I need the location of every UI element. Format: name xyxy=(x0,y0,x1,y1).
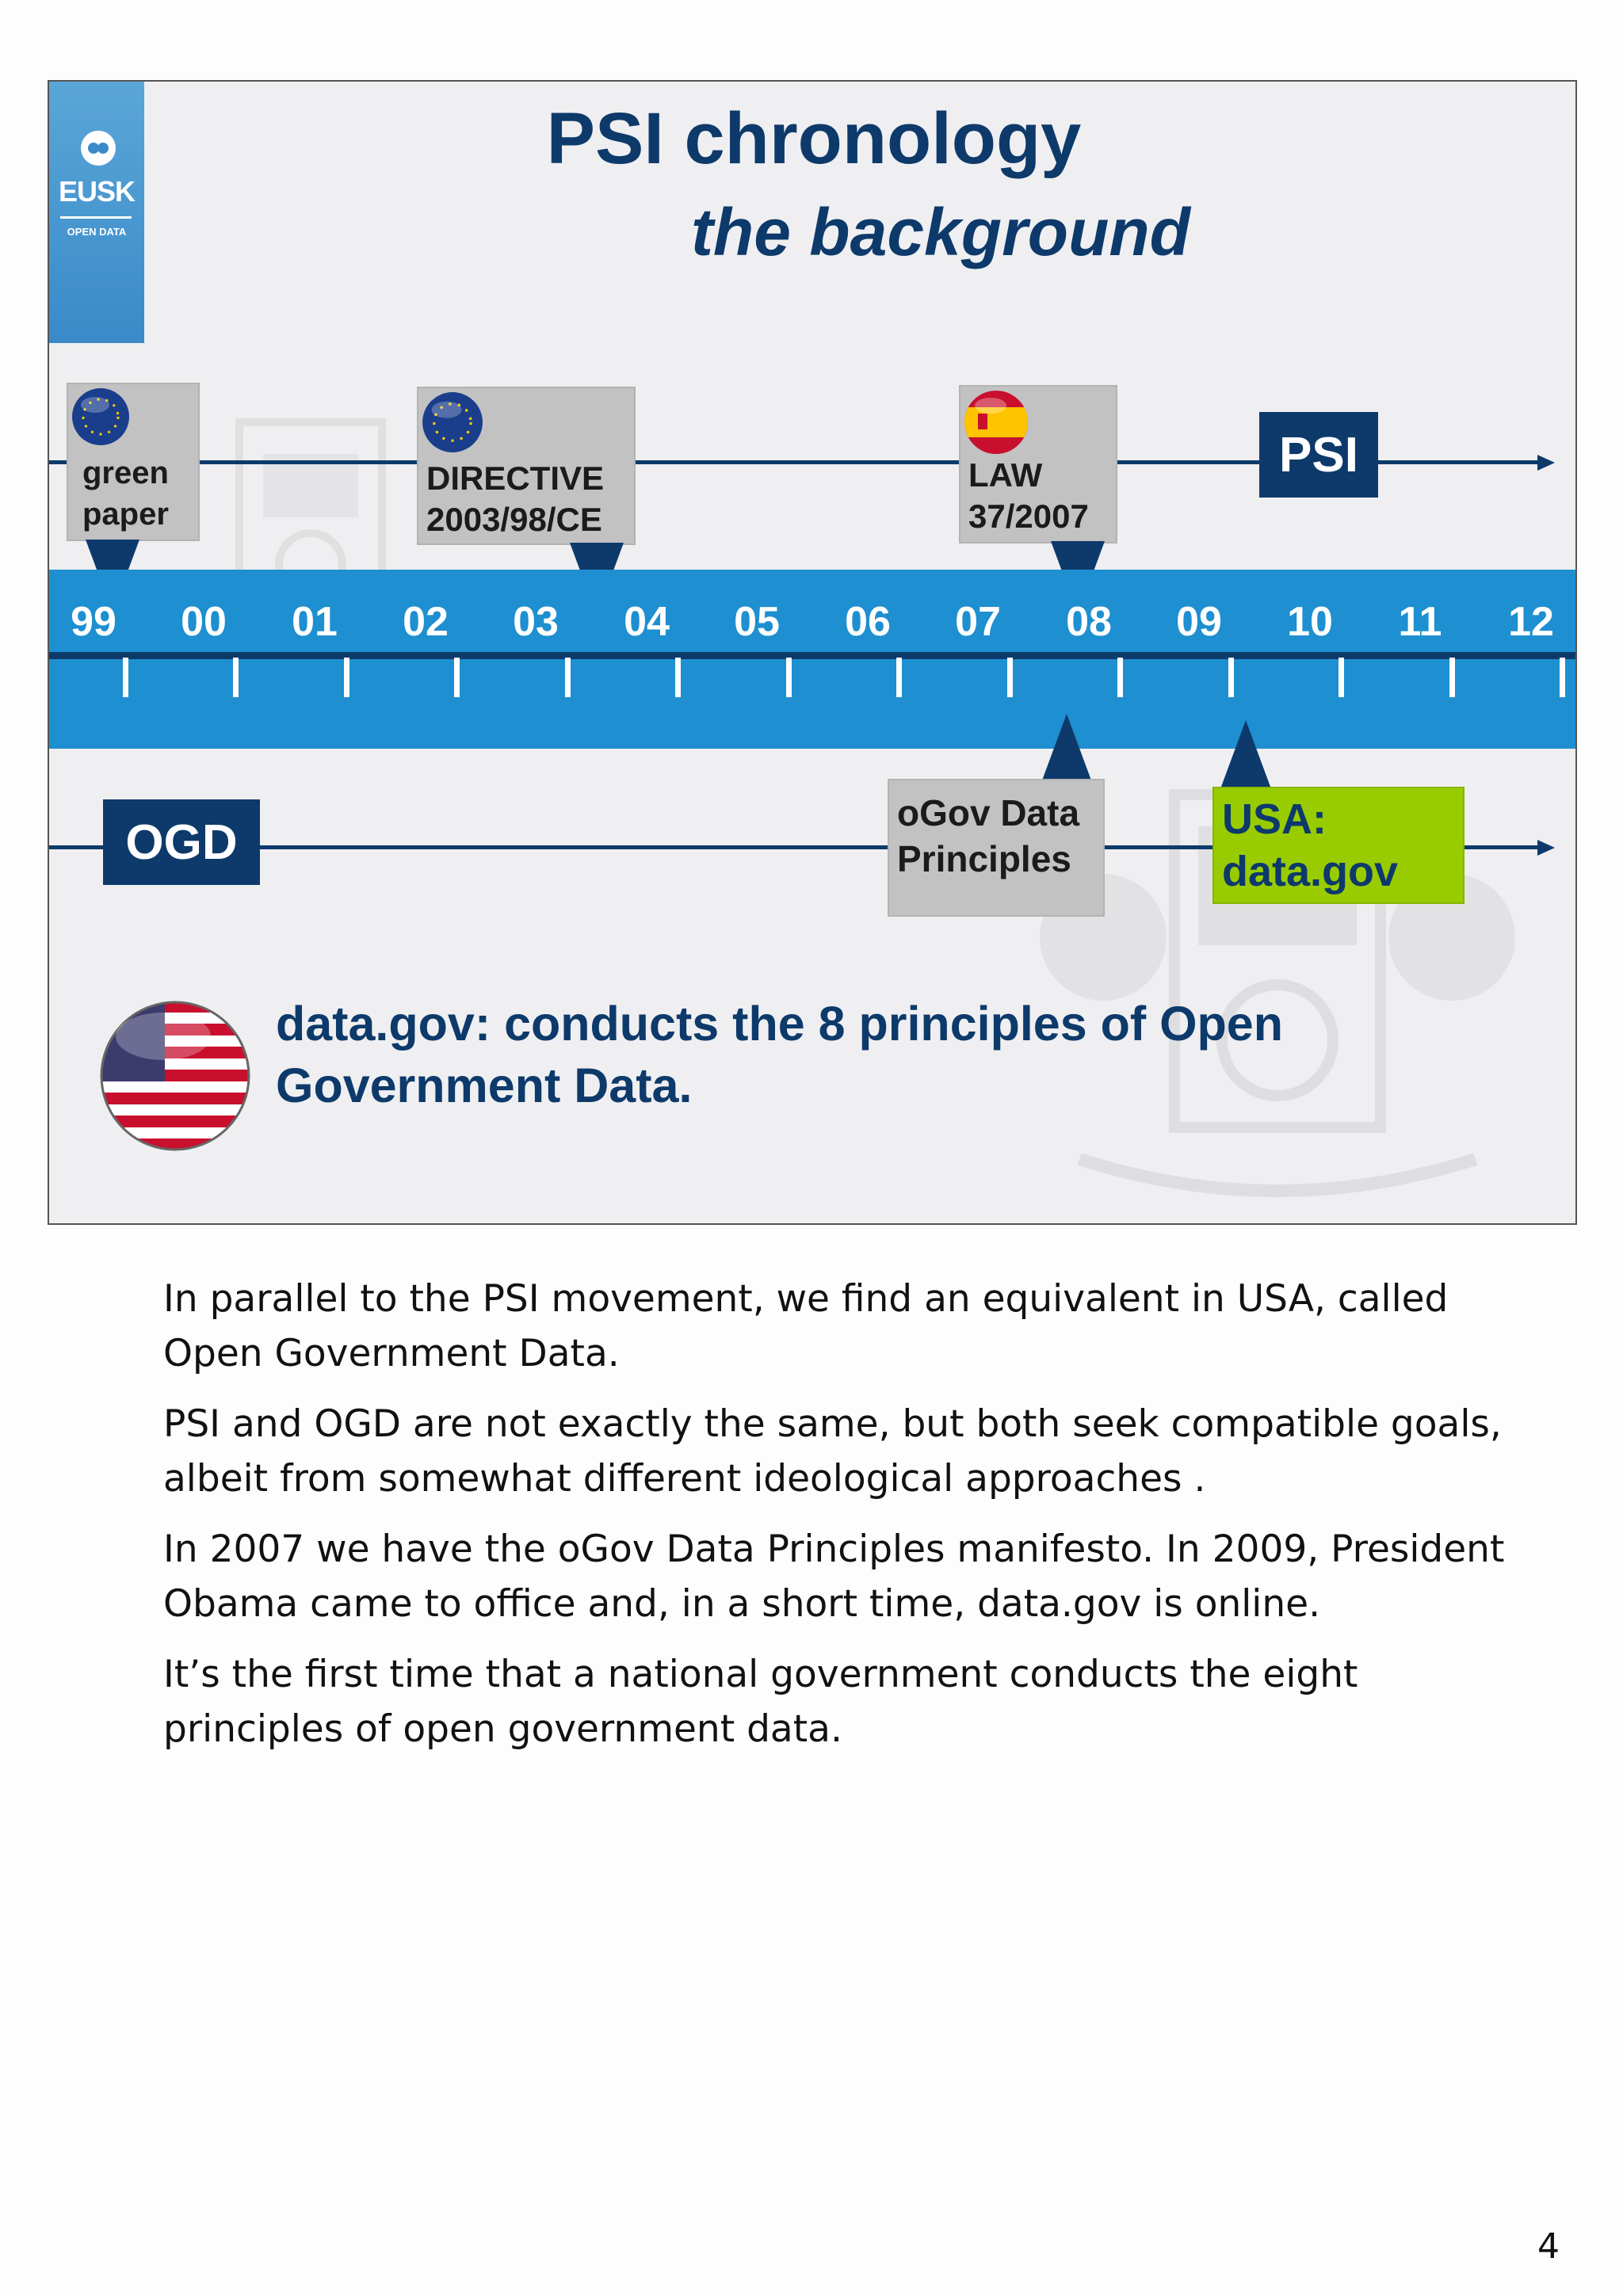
note-paragraph: In parallel to the PSI movement, we find an equivalent in USA, called Open Government Data. xyxy=(163,1277,1449,1375)
eu-flag-icon xyxy=(422,391,483,453)
slide-caption: data.gov: conducts the 8 principles of Open Government Data. xyxy=(276,997,1283,1112)
speaker-notes xyxy=(163,1272,1510,1772)
year-label: 00 xyxy=(181,599,227,645)
event-usa-label: USA: data.gov xyxy=(1222,795,1399,895)
event-ogov-label: oGov Data Principles xyxy=(897,792,1080,879)
year-tick xyxy=(1117,658,1123,697)
timeline-axis xyxy=(49,652,1577,659)
marker-09-icon xyxy=(1219,720,1273,793)
year-label: 03 xyxy=(513,599,559,645)
spain-flag-icon xyxy=(964,390,1029,455)
event-law-label: LAW 37/2007 xyxy=(968,456,1089,535)
logo-divider xyxy=(60,216,132,219)
slide-subtitle: the background xyxy=(690,195,1190,269)
year-tick xyxy=(123,658,128,697)
year-tick xyxy=(233,658,239,697)
note-paragraph: In 2007 we have the oGov Data Principles manifesto. In 2009, President Obama came to office and, in a short time, data.gov is online. xyxy=(163,1527,1505,1626)
year-label: 09 xyxy=(1176,599,1222,645)
logo-name: EUSK xyxy=(58,175,136,208)
note-paragraph: PSI and OGD are not exactly the same, but both seek compatible goals, albeit from somewhat different ideological approaches . xyxy=(163,1402,1502,1501)
year-label: 07 xyxy=(955,599,1001,645)
logo-subtitle: OPEN DATA xyxy=(67,226,127,238)
event-green-paper-label: green paper xyxy=(82,456,169,532)
year-label: 02 xyxy=(403,599,449,645)
event-ogov-principles xyxy=(888,779,1105,917)
event-usa-datagov xyxy=(1212,787,1465,904)
event-green-paper xyxy=(67,383,200,541)
eu-flag-icon xyxy=(71,387,130,446)
year-label: 04 xyxy=(624,599,670,645)
event-directive xyxy=(417,387,636,545)
timeline-band xyxy=(49,570,1577,749)
year-label: 99 xyxy=(71,599,116,645)
year-label: 11 xyxy=(1398,599,1442,645)
psi-arrow-icon xyxy=(1537,455,1555,471)
year-tick xyxy=(1449,658,1455,697)
year-tick xyxy=(565,658,571,697)
page-number: 4 xyxy=(1537,2226,1560,2267)
year-label: 01 xyxy=(292,599,338,645)
year-label: 10 xyxy=(1287,599,1333,645)
year-tick xyxy=(1228,658,1234,697)
year-tick xyxy=(454,658,460,697)
usa-flag-icon xyxy=(100,1001,250,1151)
year-label: 08 xyxy=(1066,599,1112,645)
year-tick xyxy=(896,658,902,697)
slide-title: PSI chronology xyxy=(546,98,1082,179)
year-tick xyxy=(344,658,349,697)
year-tick xyxy=(1007,658,1013,697)
ogd-tag: OGD xyxy=(103,799,260,885)
event-law xyxy=(959,385,1117,543)
psi-tag: PSI xyxy=(1259,412,1378,498)
year-label: 12 xyxy=(1508,599,1554,645)
year-tick xyxy=(675,658,681,697)
note-paragraph: It’s the first time that a national government conducts the eight principles of open government data. xyxy=(163,1653,1358,1751)
ogd-arrow-icon xyxy=(1537,840,1555,856)
marker-07-icon xyxy=(1040,714,1094,787)
year-tick xyxy=(1560,658,1565,697)
slide xyxy=(48,80,1577,1225)
event-directive-label: DIRECTIVE 2003/98/CE xyxy=(426,460,605,538)
year-tick xyxy=(786,658,792,697)
year-tick xyxy=(1338,658,1344,697)
year-label: 05 xyxy=(734,599,780,645)
year-label: 06 xyxy=(845,599,891,645)
